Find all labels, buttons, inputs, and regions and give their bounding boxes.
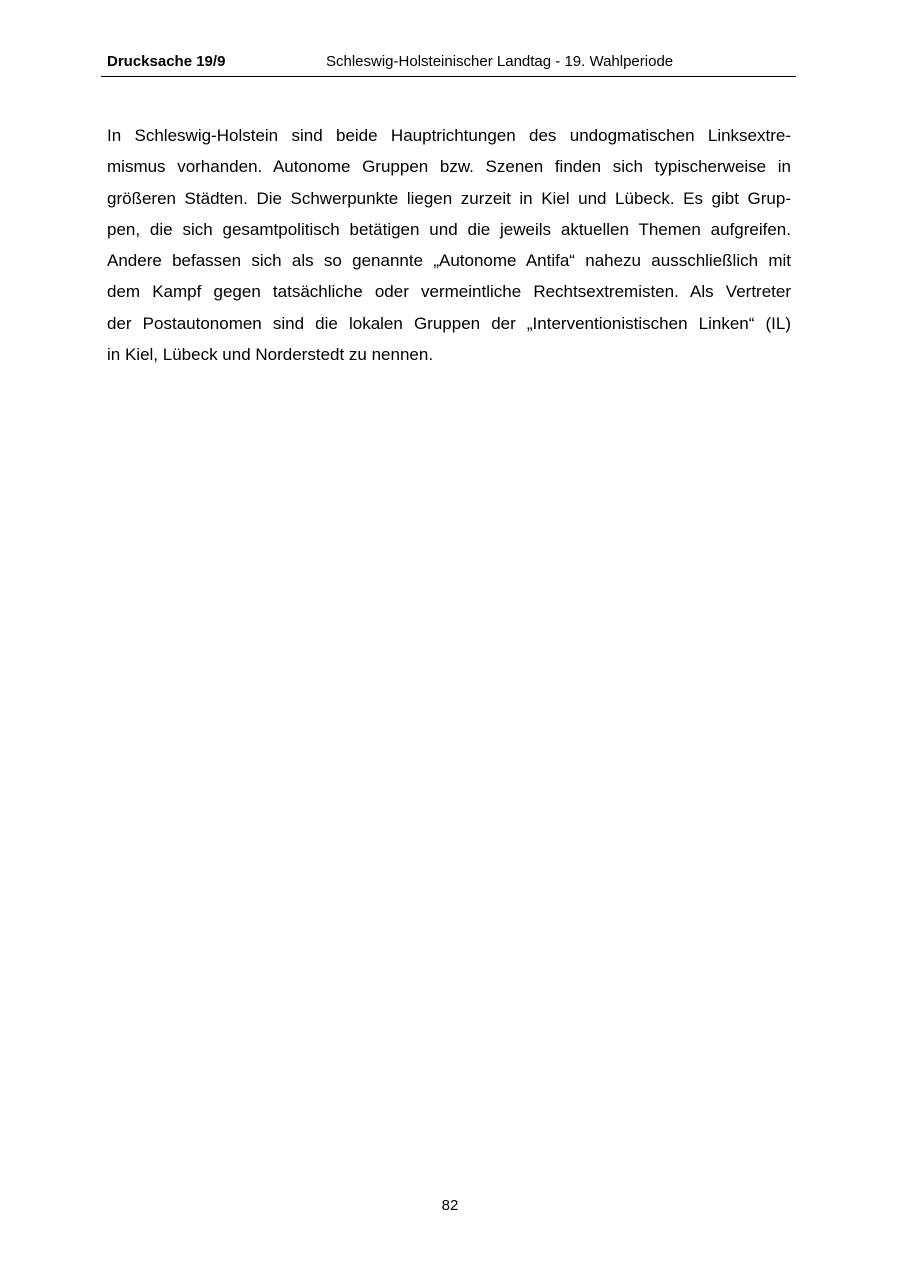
paragraph-line: Andere befassen sich als so genannte „Autonome Antifa“ nahezu ausschließlich mit	[107, 251, 791, 271]
paragraph-line: dem Kampf gegen tatsächliche oder vermeintliche Rechtsextremisten. Als Vertreter	[107, 282, 791, 302]
body-paragraph	[107, 120, 791, 370]
paragraph-line: größeren Städten. Die Schwerpunkte liegen zurzeit in Kiel und Lübeck. Es gibt Grup-	[107, 188, 791, 208]
document-number: Drucksache 19/9	[107, 53, 226, 70]
page-header	[101, 52, 796, 77]
page-number: 82	[441, 1197, 459, 1214]
document-title: Schleswig-Holsteinischer Landtag - 19. Wahlperiode	[326, 53, 674, 70]
paragraph-line: in Kiel, Lübeck und Norderstedt zu nennen.	[107, 345, 434, 365]
paragraph-line: In Schleswig-Holstein sind beide Hauptrichtungen des undogmatischen Linksextre-	[107, 126, 791, 145]
paragraph-line: der Postautonomen sind die lokalen Gruppen der „Interventionistischen Linken“ (IL)	[107, 313, 791, 333]
paragraph-line: pen, die sich gesamtpolitisch betätigen und die jeweils aktuellen Themen aufgreifen.	[107, 219, 791, 239]
paragraph-line: mismus vorhanden. Autonome Gruppen bzw. Szenen finden sich typischerweise in	[107, 157, 791, 177]
